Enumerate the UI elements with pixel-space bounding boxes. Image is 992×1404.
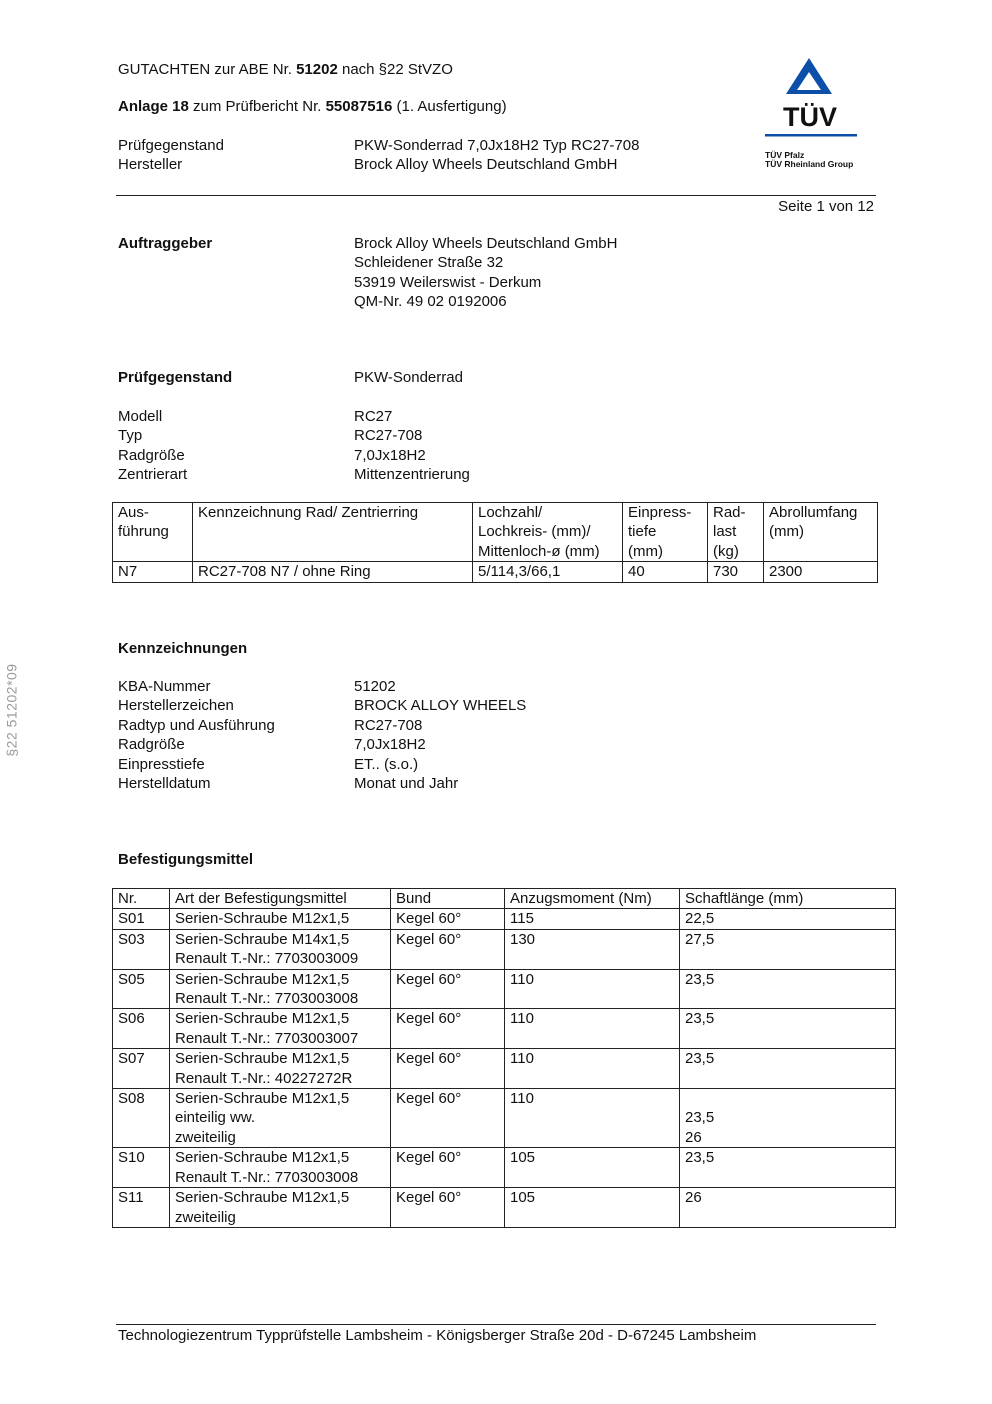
fastener-seat: Kegel 60° — [391, 1089, 505, 1148]
prop-value: RC27 — [354, 408, 393, 425]
fastener-shaft-length: 26 — [680, 1188, 896, 1228]
marking-label: KBA-Nummer — [118, 678, 211, 695]
subject-props-labels — [118, 407, 187, 485]
variant-table — [112, 502, 878, 583]
fastener-shaft-length: 23,5 — [680, 1049, 896, 1089]
footer-divider — [116, 1324, 876, 1325]
fasteners-label: Befestigungsmittel — [118, 851, 254, 868]
prop-label: Radgröße — [118, 446, 185, 464]
markings-label: Kennzeichnungen — [118, 640, 248, 657]
tuev-logo-text: TÜV — [783, 102, 837, 132]
table-row — [113, 929, 896, 969]
marking-value: BROCK ALLOY WHEELS — [354, 697, 527, 715]
fastener-type: Serien-Schraube M12x1,5 zweiteilig — [170, 1188, 391, 1228]
footer-text: Technologiezentrum Typprüfstelle Lambsheim - Königsberger Straße 20d - D-67245 Lambsheim — [118, 1327, 757, 1344]
header-subject-value: PKW-Sonderrad 7,0Jx18H2 Typ RC27-708 — [354, 137, 640, 154]
table-header-cell: Nr. — [113, 889, 170, 909]
client-label: Auftraggeber — [118, 235, 213, 252]
fastener-torque: 110 — [505, 1009, 680, 1049]
header-divider — [116, 195, 876, 196]
header-manufacturer-label: Hersteller — [118, 156, 183, 173]
table-cell: N7 — [113, 562, 193, 582]
fastener-shaft-length: 23,5 — [680, 969, 896, 1009]
fastener-shaft-length: 23,5 26 — [680, 1089, 896, 1148]
subject-value: PKW-Sonderrad — [354, 369, 463, 386]
side-stamp: §22 51202*09 — [3, 663, 20, 757]
fastener-type: Serien-Schraube M12x1,5 einteilig ww. zweiteilig — [170, 1089, 391, 1148]
table-row — [113, 1089, 896, 1148]
header-subject-label: Prüfgegenstand — [118, 137, 224, 154]
fastener-nr: S05 — [113, 969, 170, 1009]
fastener-seat: Kegel 60° — [391, 1188, 505, 1228]
tuev-logo — [762, 54, 862, 174]
fastener-type: Serien-Schraube M14x1,5 Renault T.-Nr.: 7703003009 — [170, 929, 391, 969]
marking-label: Einpresstiefe — [118, 755, 205, 773]
table-header-cell: Einpress- tiefe (mm) — [623, 503, 708, 562]
fastener-nr: S10 — [113, 1148, 170, 1188]
fastener-type: Serien-Schraube M12x1,5 Renault T.-Nr.: 40227272R — [170, 1049, 391, 1089]
client-address-line: Brock Alloy Wheels Deutschland GmbH — [354, 235, 618, 252]
prop-label: Modell — [118, 408, 163, 425]
report-title: GUTACHTEN zur ABE Nr. 51202 nach §22 StVZO — [118, 61, 453, 78]
prop-value: Mittenzentrierung — [354, 466, 470, 484]
prop-label: Typ — [118, 427, 143, 445]
table-header-cell: Bund — [391, 889, 505, 909]
fastener-nr: S07 — [113, 1049, 170, 1089]
table-header-row — [113, 889, 896, 909]
fastener-nr: S03 — [113, 929, 170, 969]
fastener-nr: S11 — [113, 1188, 170, 1228]
fastener-nr: S01 — [113, 909, 170, 929]
fastener-seat: Kegel 60° — [391, 1049, 505, 1089]
marking-label: Radtyp und Ausführung — [118, 716, 275, 734]
table-header-cell: Abrollumfang (mm) — [764, 503, 878, 562]
client-address — [354, 234, 617, 312]
marking-label: Herstellerzeichen — [118, 697, 234, 715]
table-header-cell: Schaftlänge (mm) — [680, 889, 896, 909]
subject-props-values — [354, 407, 470, 485]
fastener-shaft-length: 22,5 — [680, 909, 896, 929]
fastener-torque: 105 — [505, 1188, 680, 1228]
table-header-cell: Aus- führung — [113, 503, 193, 562]
fastener-shaft-length: 23,5 — [680, 1009, 896, 1049]
marking-value: ET.. (s.o.) — [354, 755, 419, 773]
subject-label: Prüfgegenstand — [118, 369, 233, 386]
fastener-shaft-length: 27,5 — [680, 929, 896, 969]
marking-value: Monat und Jahr — [354, 775, 459, 793]
fastener-torque: 110 — [505, 1089, 680, 1148]
fastener-shaft-length: 23,5 — [680, 1148, 896, 1188]
fastener-torque: 115 — [505, 909, 680, 929]
marking-label: Herstelldatum — [118, 775, 211, 793]
fastener-type: Serien-Schraube M12x1,5 Renault T.-Nr.: 7703003008 — [170, 1148, 391, 1188]
client-address-line: 53919 Weilerswist - Derkum — [354, 273, 542, 291]
annex-line: Anlage 18 zum Prüfbericht Nr. 55087516 (1. Ausfertigung) — [118, 98, 507, 115]
table-cell: RC27-708 N7 / ohne Ring — [193, 562, 473, 582]
fastener-torque: 110 — [505, 969, 680, 1009]
markings-values — [354, 677, 526, 793]
table-header-cell: Anzugsmoment (Nm) — [505, 889, 680, 909]
fastener-seat: Kegel 60° — [391, 1148, 505, 1188]
fastener-type: Serien-Schraube M12x1,5 — [170, 909, 391, 929]
table-header-cell: Lochzahl/ Lochkreis- (mm)/ Mittenloch-ø (mm) — [473, 503, 623, 562]
markings-labels — [118, 677, 275, 793]
fastener-seat: Kegel 60° — [391, 969, 505, 1009]
tuev-triangle-icon — [762, 54, 862, 174]
page-number: Seite 1 von 12 — [778, 198, 874, 215]
header-manufacturer-value: Brock Alloy Wheels Deutschland GmbH — [354, 156, 618, 173]
fastener-type: Serien-Schraube M12x1,5 Renault T.-Nr.: 7703003008 — [170, 969, 391, 1009]
marking-label: Radgröße — [118, 736, 185, 754]
table-cell: 730 — [708, 562, 764, 582]
client-address-line: Schleidener Straße 32 — [354, 254, 504, 272]
marking-value: 51202 — [354, 678, 396, 695]
fastener-torque: 110 — [505, 1049, 680, 1089]
fasteners-table — [112, 888, 896, 1228]
tuev-logo-sub1: TÜV Pfalz — [765, 150, 805, 160]
table-cell: 5/114,3/66,1 — [473, 562, 623, 582]
tuev-logo-sub2: TÜV Rheinland Group — [765, 159, 854, 169]
fastener-seat: Kegel 60° — [391, 909, 505, 929]
marking-value: 7,0Jx18H2 — [354, 736, 426, 754]
table-row — [113, 909, 896, 929]
table-row — [113, 562, 878, 582]
table-cell: 2300 — [764, 562, 878, 582]
table-row — [113, 1009, 896, 1049]
fastener-nr: S06 — [113, 1009, 170, 1049]
fastener-type: Serien-Schraube M12x1,5 Renault T.-Nr.: 7703003007 — [170, 1009, 391, 1049]
marking-value: RC27-708 — [354, 716, 423, 734]
table-row — [113, 969, 896, 1009]
table-cell: 40 — [623, 562, 708, 582]
prop-value: 7,0Jx18H2 — [354, 446, 426, 464]
table-header-cell: Art der Befestigungsmittel — [170, 889, 391, 909]
prop-label: Zentrierart — [118, 466, 188, 484]
table-header-cell: Rad- last (kg) — [708, 503, 764, 562]
table-header-row — [113, 503, 878, 562]
fastener-seat: Kegel 60° — [391, 1009, 505, 1049]
prop-value: RC27-708 — [354, 427, 423, 445]
table-row — [113, 1188, 896, 1228]
fastener-torque: 130 — [505, 929, 680, 969]
fastener-seat: Kegel 60° — [391, 929, 505, 969]
table-header-cell: Kennzeichnung Rad/ Zentrierring — [193, 503, 473, 562]
table-row — [113, 1148, 896, 1188]
client-address-line: QM-Nr. 49 02 0192006 — [354, 293, 507, 311]
fastener-nr: S08 — [113, 1089, 170, 1148]
fastener-torque: 105 — [505, 1148, 680, 1188]
table-row — [113, 1049, 896, 1089]
